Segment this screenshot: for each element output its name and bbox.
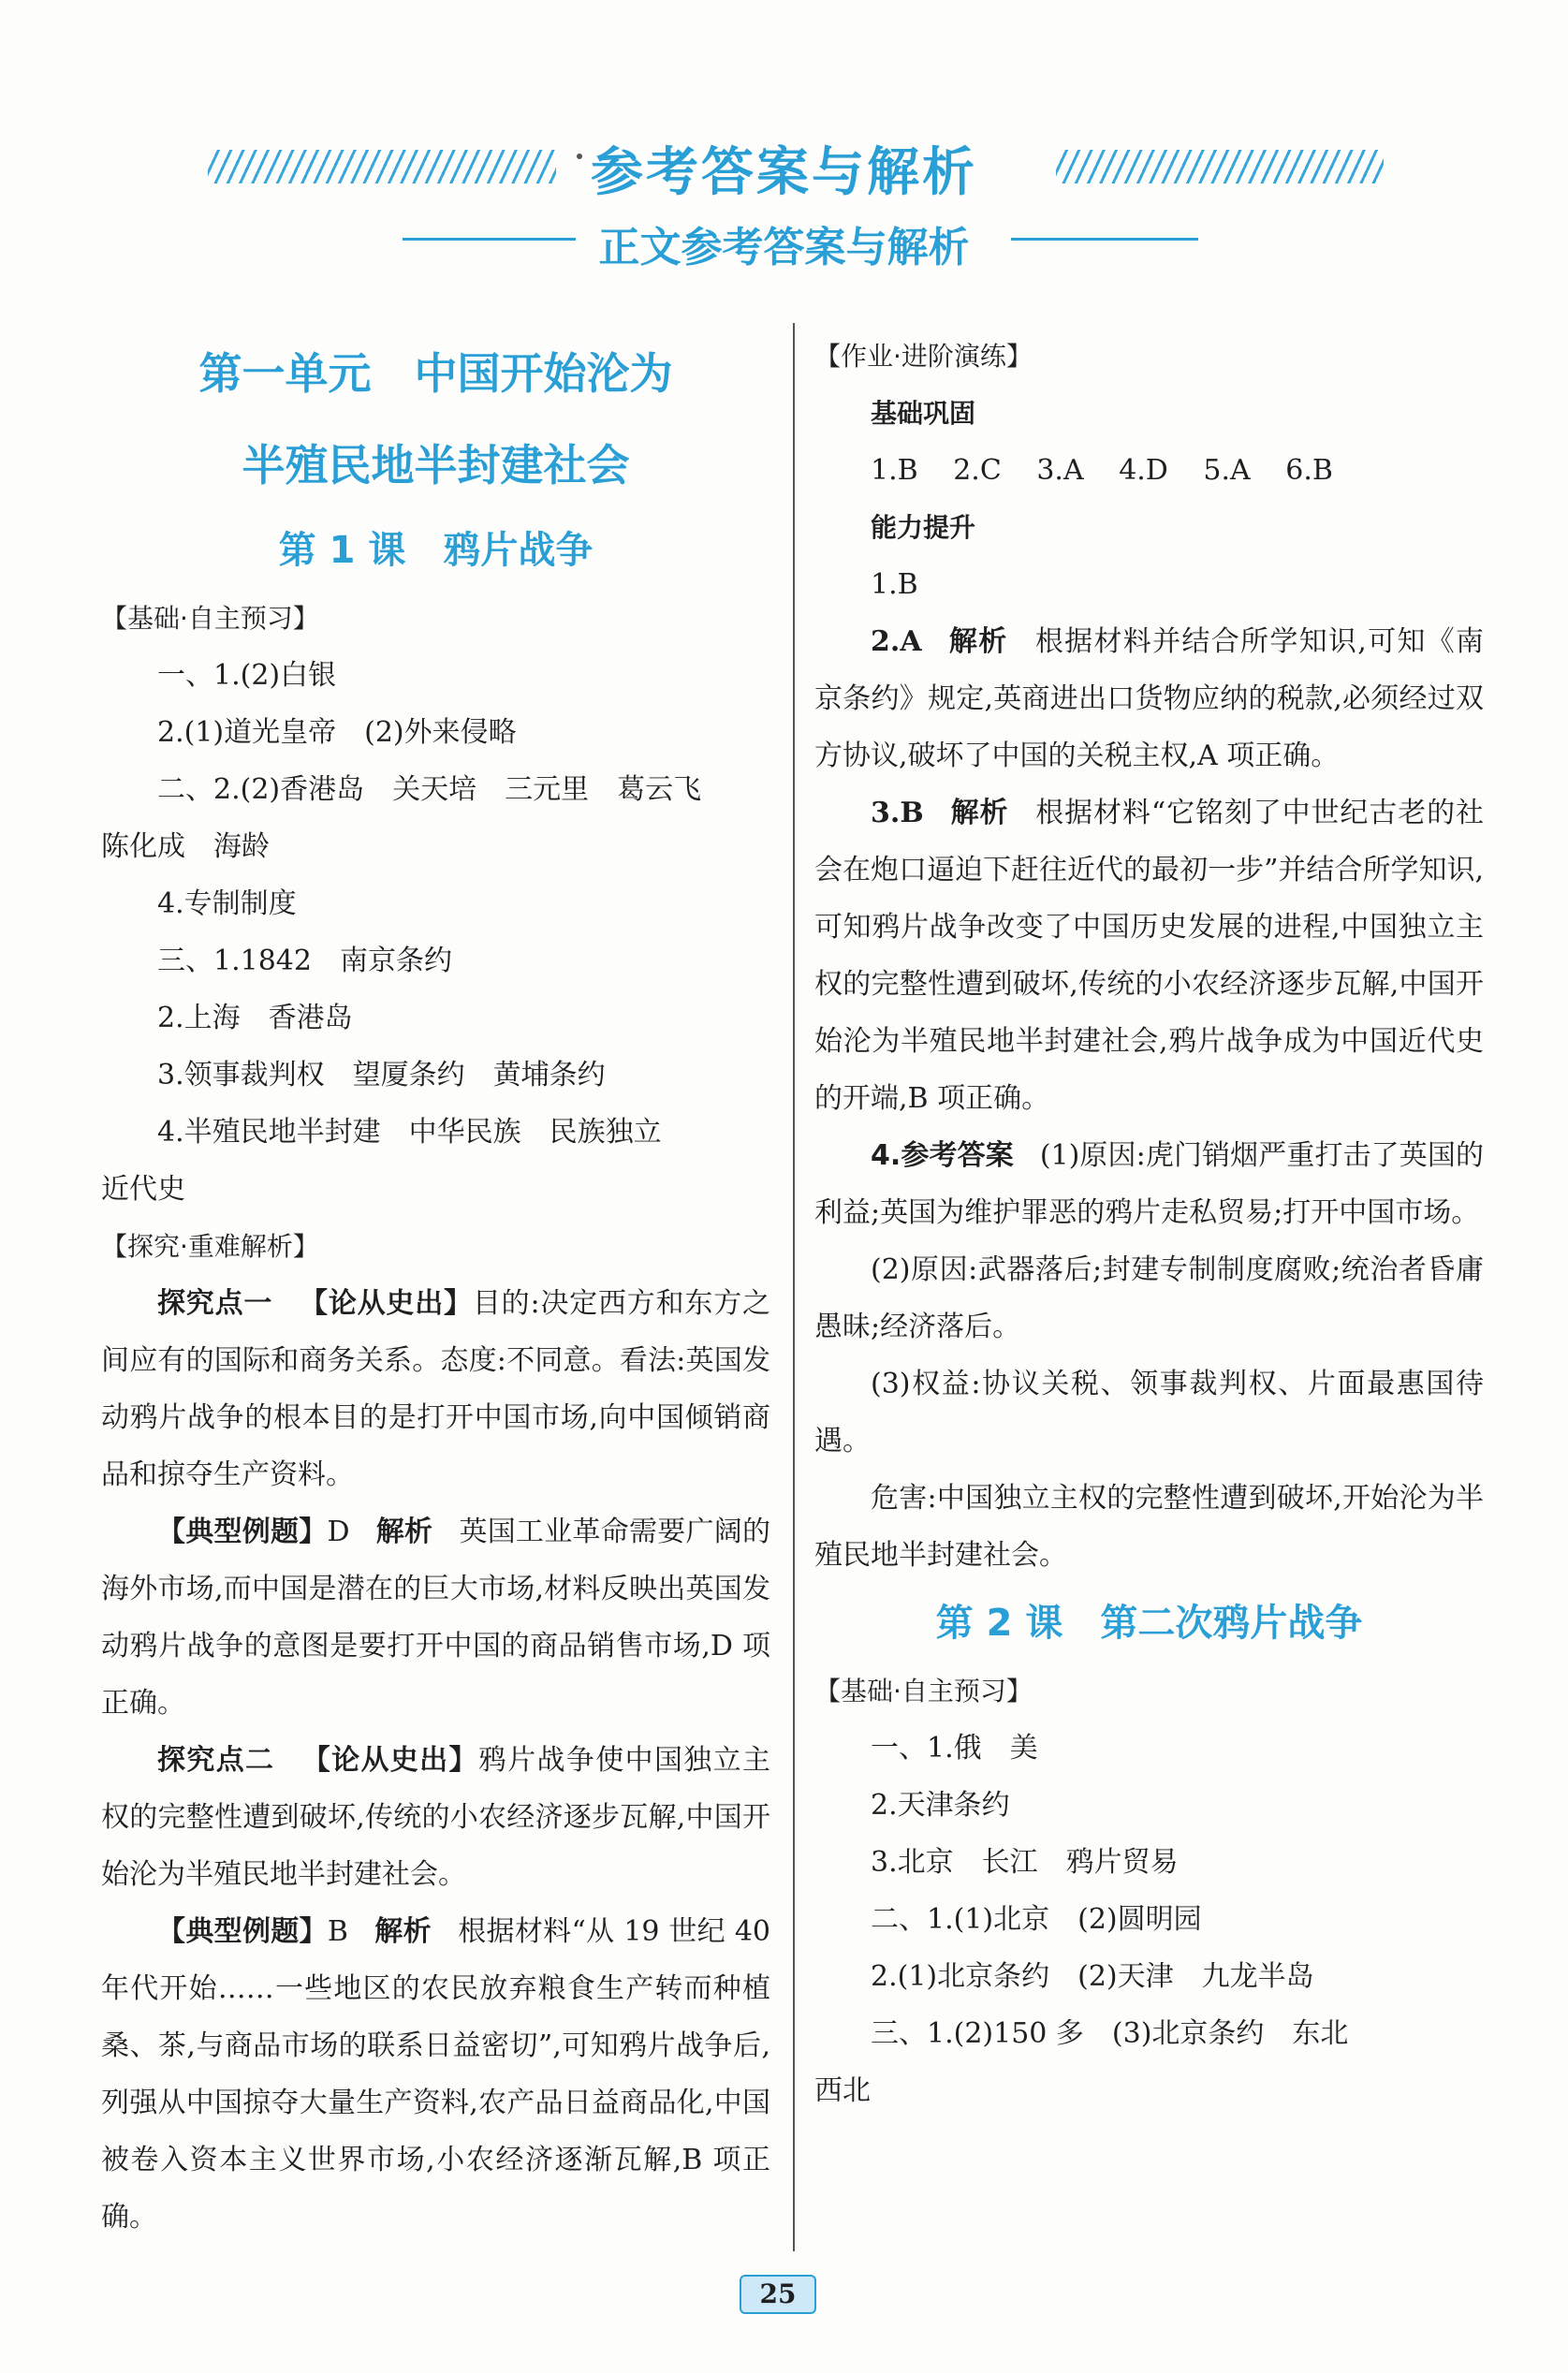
explore-tag: 【论从史出】 xyxy=(299,1287,473,1320)
left-column xyxy=(101,328,770,2246)
example-answer: B xyxy=(327,1915,348,1948)
analysis-label: 解析 xyxy=(947,625,1008,658)
answer-line: 近代史 xyxy=(101,1173,185,1206)
example-text: 根据材料“从 19 世纪 40 年代开始……一些地区的农民放弃粮食生产转而种植桑、茶,与商品市场的联系日益密切”,可知鸦片战争后,列强从中国掠夺大量生产资料,农产品日益商品化,中国被卷入资本主义世界市场,小农经济逐渐瓦解,B 项正确。 xyxy=(101,1915,771,2234)
lesson-2-title: 第 2 课 第二次鸦片战争 xyxy=(935,1602,1363,1645)
choice-answer: 4.D xyxy=(1119,454,1168,487)
answer-line: 1.B xyxy=(871,568,918,601)
basic-title: 基础巩固 xyxy=(871,398,976,429)
improve-4 xyxy=(814,1127,1484,1241)
choice-answer: 1.B xyxy=(871,454,918,487)
page-number: 25 xyxy=(740,2275,816,2314)
question-number: 3.B xyxy=(871,797,924,829)
answer-line: 二、2.(2)香港岛 关天培 三元里 葛云飞 xyxy=(157,773,702,806)
basic-answers xyxy=(814,442,1484,499)
explore-point-1 xyxy=(101,1275,770,1503)
explore-text: 鸦片战争使中国独立主权的完整性遭到破坏,传统的小农经济逐步瓦解,中国开始沦为半殖民地半封建社会。 xyxy=(101,1744,771,1891)
question-number: 2.A xyxy=(871,625,922,658)
section-preview: 【基础·自主预习】 xyxy=(101,603,319,634)
answer-line: 三、1.1842 南京条约 xyxy=(157,945,452,977)
explore-point-label: 探究点一 xyxy=(157,1287,273,1320)
section-homework: 【作业·进阶演练】 xyxy=(814,341,1033,372)
improve-3 xyxy=(814,784,1484,1127)
analysis-label: 解析 xyxy=(374,1915,432,1948)
question-number: 4.参考答案 xyxy=(871,1139,1014,1172)
explore-point-label: 探究点二 xyxy=(157,1744,275,1777)
explore-point-2 xyxy=(101,1732,770,1903)
answer-line: 4.专制制度 xyxy=(157,887,297,920)
explore-text: 目的:决定西方和东方之间应有的国际和商务关系。态度:不同意。看法:英国发动鸦片战争的根本目的是打开中国市场,向中国倾销商品和掠夺生产资料。 xyxy=(101,1287,771,1491)
answer-paragraph: (3)权益:协议关税、领事裁判权、片面最惠国待遇。 xyxy=(814,1368,1484,1457)
unit-title-line-2: 半殖民地半封建社会 xyxy=(242,440,630,491)
example-answer: D xyxy=(327,1516,350,1548)
answer-line: 三、1.(2)150 多 (3)北京条约 东北 xyxy=(871,2017,1349,2050)
section-explore: 【探究·重难解析】 xyxy=(101,1231,319,1262)
analysis-label: 解析 xyxy=(375,1516,433,1548)
example-1 xyxy=(101,1503,770,1732)
answer-line: 4.半殖民地半封建 中华民族 民族独立 xyxy=(157,1116,662,1149)
choice-answer: 2.C xyxy=(953,454,1002,487)
page-title: 参考答案与解析 xyxy=(591,142,977,203)
column-divider xyxy=(793,323,795,2251)
example-tag: 【典型例题】 xyxy=(157,1915,328,1948)
choice-answer: 6.B xyxy=(1285,454,1333,487)
example-text: 英国工业革命需要广阔的海外市场,而中国是潜在的巨大市场,材料反映出英国发动鸦片战争的意图是要打开中国的商品销售市场,D 项正确。 xyxy=(101,1516,771,1720)
answer-text: (1)原因:虎门销烟严重打击了英国的利益;英国为维护罪恶的鸦片走私贸易;打开中国市场。 xyxy=(814,1139,1484,1229)
lesson-1-title: 第 1 课 鸦片战争 xyxy=(278,529,593,572)
example-2 xyxy=(101,1903,770,2246)
answer-paragraph: 危害:中国独立主权的完整性遭到破坏,开始沦为半殖民地半封建社会。 xyxy=(814,1482,1484,1572)
section-preview-2: 【基础·自主预习】 xyxy=(814,1676,1033,1707)
analysis-text: 根据材料“它铭刻了中世纪古老的社会在炮口逼迫下赶往近代的最初一步”并结合所学知识,可知鸦片战争改变了中国历史发展的进程,中国独立主权的完整性遭到破坏,传统的小农经济逐步瓦解,中国开始沦为半殖民地半封建社会,鸦片战争成为中国近代史的开端,B 项正确。 xyxy=(814,797,1485,1115)
explore-tag: 【论从史出】 xyxy=(300,1744,478,1777)
analysis-text: 根据材料并结合所学知识,可知《南京条约》规定,英商进出口货物应纳的税款,必须经过双方协议,破坏了中国的关税主权,A 项正确。 xyxy=(814,625,1485,772)
answer-line: 2.天津条约 xyxy=(871,1789,1010,1822)
choice-answer: 5.A xyxy=(1203,454,1251,487)
answer-paragraph: (2)原因:武器落后;封建专制制度腐败;统治者昏庸愚昧;经济落后。 xyxy=(814,1253,1484,1343)
improve-2 xyxy=(814,613,1484,784)
answer-line: 西北 xyxy=(814,2074,871,2107)
answer-line: 2.上海 香港岛 xyxy=(157,1002,353,1034)
answer-line: 陈化成 海龄 xyxy=(101,830,270,863)
page-subtitle: 正文参考答案与解析 xyxy=(598,224,970,271)
answer-line: 一、1.(2)白银 xyxy=(157,659,337,692)
answer-line: 2.(1)道光皇帝 (2)外来侵略 xyxy=(157,716,517,749)
answer-line: 二、1.(1)北京 (2)圆明园 xyxy=(871,1903,1202,1936)
example-tag: 【典型例题】 xyxy=(157,1516,328,1548)
answer-line: 3.领事裁判权 望厦条约 黄埔条约 xyxy=(157,1059,606,1091)
answer-line: 一、1.俄 美 xyxy=(871,1732,1038,1765)
answer-line: 2.(1)北京条约 (2)天津 九龙半岛 xyxy=(871,1960,1314,1993)
answer-line: 3.北京 长江 鸦片贸易 xyxy=(871,1846,1179,1879)
analysis-label: 解析 xyxy=(949,797,1009,829)
choice-answer: 3.A xyxy=(1036,454,1084,487)
right-column xyxy=(814,328,1484,2119)
unit-title-line-1: 第一单元 中国开始沦为 xyxy=(198,348,673,399)
improve-title: 能力提升 xyxy=(871,512,976,543)
